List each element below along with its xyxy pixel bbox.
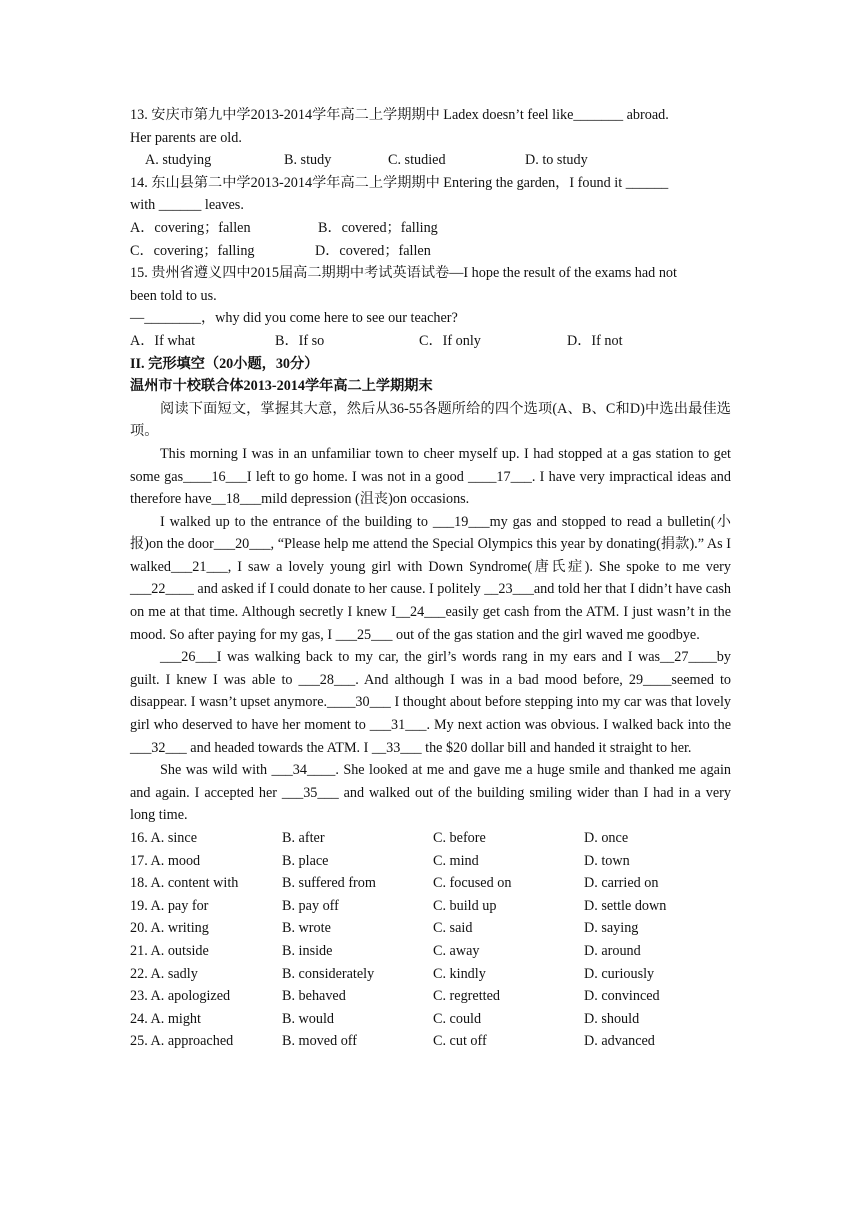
choice-a: 24. A. might bbox=[130, 1010, 201, 1027]
section-source: 温州市十校联合体2013-2014学年高二上学期期末 bbox=[130, 378, 433, 395]
choice-b: B. considerately bbox=[282, 965, 375, 982]
question-14-line2: with ______ leaves. bbox=[130, 197, 244, 214]
option-d: D．covered；fallen bbox=[315, 242, 431, 259]
question-13-line1: 13. 安庆市第九中学2013-2014学年高二上学期期中 Ladex doesn’t feel like_______ abroad. bbox=[130, 107, 669, 123]
choice-c: C. focused on bbox=[433, 875, 512, 892]
answer-row bbox=[130, 940, 731, 963]
passage-paragraph: ___26___I was walking back to my car, the girl’s words rang in my ears and I was__27____by guilt. I knew I was able to ___28___. And although I was in a bad mood before, 29____seemed to disappear. I wasn’t upset anymore.____30___ I thought about before stepping into my car was that lovely girl who deserved to have her moment to ___31___. My next action was obvious. I walked back into the ___32___ and headed towards the ATM. I __33___ the $20 dollar bill and handed it straight to her. bbox=[130, 649, 731, 756]
answer-row bbox=[130, 917, 731, 940]
choice-b: B. wrote bbox=[282, 920, 331, 937]
passage-paragraph: I walked up to the entrance of the building to ___19___my gas and stopped to read a bulletin(小报)on the door___20___, “Please help me attend the Special Olympics this year by donating(捐款).” As I walked___21___, I saw a lovely young girl with Down Syndrome(唐氏症). She spoke to me very ___22____ and asked if I could donate to her cause. I politely __23___and told her that I didn’t have cash on me at that time. Although secretly I knew I__24___easily get cash from the ATM. I just wasn’t in the mood. So after paying for my gas, I ___25___ out of the gas station and the girl waved me goodbye. bbox=[130, 513, 731, 643]
choice-b: B. inside bbox=[282, 942, 333, 959]
answer-row bbox=[130, 872, 731, 895]
option-b: B．If so bbox=[275, 332, 325, 349]
option-d: D. to study bbox=[525, 152, 588, 169]
choice-d: D. settle down bbox=[584, 897, 667, 914]
question-14-options-row1 bbox=[130, 217, 731, 240]
option-a: A．If what bbox=[130, 332, 196, 349]
choice-b: B. behaved bbox=[282, 988, 346, 1005]
choice-d: D. advanced bbox=[584, 1033, 655, 1050]
choice-b: B. place bbox=[282, 852, 329, 869]
choice-c: C. build up bbox=[433, 897, 497, 914]
choice-a: 25. A. approached bbox=[130, 1033, 234, 1050]
choice-a: 20. A. writing bbox=[130, 920, 209, 937]
answer-row bbox=[130, 1008, 731, 1031]
question-13-line2: Her parents are old. bbox=[130, 129, 242, 146]
choice-d: D. town bbox=[584, 852, 630, 869]
choice-d: D. should bbox=[584, 1010, 640, 1027]
question-13-options bbox=[130, 149, 731, 172]
choice-d: D. once bbox=[584, 830, 629, 846]
option-c: C．If only bbox=[419, 332, 481, 349]
choice-b: B. suffered from bbox=[282, 875, 376, 892]
choice-d: D. saying bbox=[584, 920, 639, 937]
option-a: A. studying bbox=[145, 152, 212, 169]
choice-d: D. around bbox=[584, 942, 641, 959]
question-15-line3: —________，why did you come here to see our teacher? bbox=[130, 310, 458, 327]
option-a: A．covering；fallen bbox=[130, 219, 251, 236]
question-15-line2: been told to us. bbox=[130, 287, 217, 304]
option-b: B．covered；falling bbox=[318, 219, 438, 236]
question-14-line1: 14. 东山县第二中学2013-2014学年高二上学期期中 Entering the garden，I found it ______ bbox=[130, 174, 669, 191]
option-c: C．covering；falling bbox=[130, 242, 255, 259]
choice-a: 23. A. apologized bbox=[130, 988, 231, 1005]
choice-c: C. kindly bbox=[433, 965, 486, 982]
choice-c: C. regretted bbox=[433, 988, 500, 1005]
answer-row bbox=[130, 963, 731, 986]
passage-paragraph: She was wild with ___34____. She looked at me and gave me a huge smile and thanked me again and again. I accepted her ___35___ and walked out of the building smiling wider than I had in a very long time. bbox=[130, 762, 731, 824]
choice-c: C. could bbox=[433, 1010, 482, 1027]
answer-row bbox=[130, 1030, 731, 1053]
choice-c: C. mind bbox=[433, 852, 479, 869]
choice-b: B. would bbox=[282, 1010, 335, 1027]
choice-a: 18. A. content with bbox=[130, 875, 239, 892]
choice-c: C. before bbox=[433, 830, 486, 846]
answer-row bbox=[130, 985, 731, 1008]
answer-row bbox=[130, 895, 731, 918]
passage-paragraph: This morning I was in an unfamiliar town to cheer myself up. I had stopped at a gas station to get some gas____16___I left to go home. I was not in a good ____17___. I have very impractical ideas and therefore have__18___mild depression (沮丧)on occasions. bbox=[130, 445, 731, 508]
answer-choices bbox=[130, 827, 731, 1053]
option-b: B. study bbox=[284, 152, 332, 169]
choice-d: D. curiously bbox=[584, 965, 655, 982]
section-instruction: 阅读下面短文，掌握其大意，然后从36-55各题所给的四个选项(A、B、C和D)中选出最佳选项。 bbox=[130, 400, 731, 440]
choice-b: B. moved off bbox=[282, 1033, 358, 1050]
choice-c: C. said bbox=[433, 920, 473, 937]
choice-c: C. away bbox=[433, 942, 480, 959]
choice-b: B. pay off bbox=[282, 897, 339, 914]
choice-a: 21. A. outside bbox=[130, 942, 209, 959]
choice-b: B. after bbox=[282, 830, 325, 846]
option-c: C. studied bbox=[388, 152, 446, 169]
choice-d: D. carried on bbox=[584, 875, 659, 892]
choice-c: C. cut off bbox=[433, 1033, 487, 1050]
answer-row bbox=[130, 850, 731, 873]
choice-a: 16. A. since bbox=[130, 830, 197, 846]
question-15-line1: 15. 贵州省遵义四中2015届高二期期中考试英语试卷—I hope the result of the exams had not bbox=[130, 265, 677, 282]
choice-a: 22. A. sadly bbox=[130, 965, 198, 982]
section-heading: II. 完形填空（20小题，30分） bbox=[130, 355, 319, 372]
document-content bbox=[130, 104, 731, 1053]
option-d: D．If not bbox=[567, 332, 623, 349]
choice-a: 17. A. mood bbox=[130, 852, 201, 869]
question-14-options-row2 bbox=[130, 240, 731, 263]
question-15-options bbox=[130, 330, 731, 353]
choice-d: D. convinced bbox=[584, 988, 660, 1005]
choice-a: 19. A. pay for bbox=[130, 897, 209, 914]
answer-row bbox=[130, 827, 731, 850]
